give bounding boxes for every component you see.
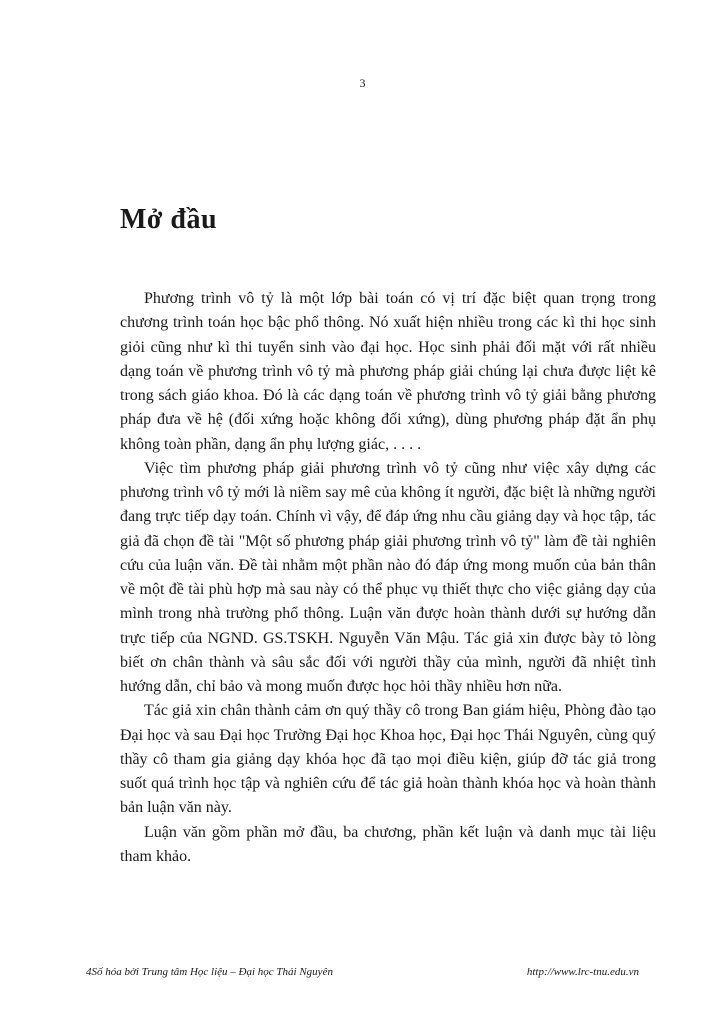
- paragraph-acknowledgement: Tác giả xin chân thành cảm ơn quý thầy cô trong Ban giám hiệu, Phòng đào tạo Đại học và sau Đại học Trường Đại học Khoa học, Đại học Thái Nguyên, cùng quý thầy cô tham gia giảng dạy khóa học đã tạo mọi điều kiện, giúp đỡ tác giả trong suốt quá trình học tập và nghiên cứu để tác giả hoàn thành khóa học và hoàn thành bản luận văn này.: [120, 702, 656, 817]
- chapter-title: Mở đầu: [120, 204, 218, 235]
- paragraph-structure: Luận văn gồm phần mở đầu, ba chương, phần kết luận và danh mục tài liệu tham khảo.: [120, 823, 656, 865]
- footer-url: http://www.lrc-tnu.edu.vn: [526, 966, 639, 978]
- paragraph-motivation: Việc tìm phương pháp giải phương trình vô tỷ cũng như việc xây dựng các phương trình vô tỷ mới là niềm say mê của không ít người, đặc biệt là những người đang trực tiếp dạy toán. Chính vì vậy, để đáp ứng nhu cầu giảng dạy và học tập, tác giả đã chọn đề tài "Một số phương pháp giải phương trình vô tỷ" làm đề tài nghiên cứu của luận văn. Đề tài nhằm một phần nào đó đáp ứng mong muốn của bản thân về một đề tài phù hợp mà sau này có thể phục vụ thiết thực cho việc giảng dạy của mình trong nhà trường phổ thông. Luận văn được hoàn thành dưới sự hướng dẫn trực tiếp của NGND. GS.TSKH. Nguyễn Văn Mậu. Tác giả xin được bày tỏ lòng biết ơn chân thành và sâu sắc đối với người thầy của mình, người đã nhiệt tình hướng dẫn, chỉ bảo và mong muốn được học hỏi thầy nhiều hơn nữa.: [120, 459, 656, 695]
- body-text: [120, 287, 656, 869]
- paragraph-intro: Phương trình vô tỷ là một lớp bài toán có vị trí đặc biệt quan trọng trong chương trình toán học bậc phổ thông. Nó xuất hiện nhiều trong các kì thi học sinh giỏi cũng như kì thi tuyển sinh vào đại học. Học sinh phải đối mặt với rất nhiều dạng toán về phương trình vô tỷ mà phương pháp giải chúng lại chưa được liệt kê trong sách giáo khoa. Đó là các dạng toán về phương trình vô tỷ giải bằng phương pháp đưa về hệ (đối xứng hoặc không đối xứng), dùng phương pháp đặt ẩn phụ không toàn phần, dạng ẩn phụ lượng giác, . . . .: [120, 290, 656, 453]
- page-number: 3: [359, 76, 366, 90]
- footer-source: 4Số hóa bởi Trung tâm Học liệu – Đại học Thái Nguyên: [86, 966, 333, 978]
